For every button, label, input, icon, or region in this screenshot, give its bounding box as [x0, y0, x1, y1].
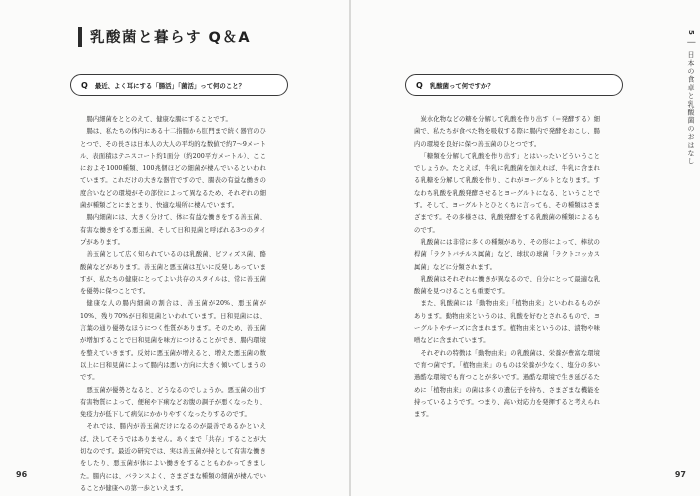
paragraph: 腸内細菌には、大きく分けて、体に有益な働きをする善玉菌、有害な働きをする悪玉菌、そして日和見菌と呼ばれる3つのタイプがあります。 [80, 214, 266, 246]
section-heading [78, 26, 251, 47]
page-title: 乳酸菌と暮らす Q＆A [90, 30, 252, 46]
chapter-title: 日本の食卓と乳酸菌のおはなし [687, 50, 695, 166]
page-number: 97 [674, 470, 686, 479]
question-text: 最近、よく耳にする「腸活」「菌活」って何のこと？ [94, 81, 245, 90]
paragraph: 腸は、私たちの体内にある十二指腸から肛門まで続く器官のひとつで、その長さは日本人の大人の平均的な数値で約7〜9メートル、表面積はテニスコート約1面分（約200平方メートル）、ここにおよそ1000種類、100兆個ほどの細菌が棲んでいるといわれています。これだけの大きな器官ですので、腸表の有益な働きの度合いなどの環境がその部位によって異なるため、それぞれの細菌が種類ごとにまとまり、快適な場所に棲んでいます。 [80, 128, 266, 210]
title-accent-bar [78, 27, 82, 47]
header-rule: │ [687, 39, 695, 45]
page-number: 96 [16, 470, 28, 479]
question-text: 乳酸菌って何ですか？ [429, 81, 494, 90]
question-marker: Q [416, 80, 423, 90]
running-header [684, 30, 696, 166]
left-page [0, 0, 349, 496]
answer-text [80, 114, 266, 495]
paragraph: それでは、腸内が善玉菌だけになるのが最善であるかといえば、決してそうではありません。あくまで「共存」することが大切なのです。最近の研究では、実は善玉菌が持として有害な働きをしたり、悪玉菌が体によい働きをすることもわかってきました。腸内には、バランスよく、さまざまな種類の細菌が棲んでいることが健康への第一歩といえます。 [80, 423, 266, 492]
question-box [70, 74, 288, 96]
paragraph: 炭水化物などの糖を分解して乳酸を作り出す（＝発酵する）細菌で、私たちが食べた物を吸収する際に腸内で発酵をおこし、腸内の環境を良好に保つ善玉菌のひとつです。 [414, 116, 600, 148]
paragraph: また、乳酸菌には「動物由来」「植物由来」といわれるものがあります。動物由来というのは、乳酸を好むとされるもので、ヨーグルトやチーズに含まれます。植物由来というのは、漬物や味噌などに含まれています。 [414, 300, 600, 345]
right-page [351, 0, 700, 496]
paragraph: 善玉菌として広く知られているのは乳酸菌、ビフィズス菌、酪酸菌などがあります。善玉菌と悪玉菌は互いに反発しあっていますが、私たちの健康にとってよい共存のスタイルは、常に善玉菌を優勢に保つことです。 [80, 251, 266, 296]
question-marker: Q [81, 80, 88, 90]
answer-text [414, 114, 600, 421]
question-box [405, 74, 623, 96]
paragraph: それぞれの特徴は「動物由来」の乳酸菌は、栄養が豊富な環境で育つ菌です。「植物由来」のものは栄養が少なく、塩分の多い過酷な環境でも育つことが多いです。過酷な環境で生き延びるために「植物由来」の菌は多くの遺伝子を持ち、さまざまな機能を持っているようです。つまり、高い対応力を発揮すると考えられます。 [414, 349, 600, 419]
paragraph: 乳酸菌はそれぞれに働きが異なるので、自分にとって最適な乳酸菌を見つけることも重要です。 [414, 275, 600, 296]
paragraph: 健康な人の腸内細菌の割合は、善玉菌が20%、悪玉菌が10%、残り70%が日和見菌といわれています。日和見菌には、言葉の通り優勢なほうにつく性質があります。そのため、善玉菌が増加することで日和見菌を味方につけることができ、腸内環境を整えていきます。反対に悪玉菌が増えると、増えた悪玉菌の数以上に日和見菌によって腸内は悪い方向に大きく傾いてしまうのです。 [80, 300, 266, 382]
paragraph: 悪玉菌が優勢となると、どうなるのでしょうか。悪玉菌の出す有害物質によって、便秘や下痢などお腹の調子が悪くなったり、免疫力が低下して病気にかかりやすくなったりするのです。 [80, 386, 266, 419]
chapter-number: 5 [687, 30, 695, 37]
paragraph: 腸内細菌をととのえて、健康な腸にすることです。 [86, 116, 232, 123]
paragraph: 「糖類を分解して乳酸を作り出す」とはいったいどういうことでしょうか。たとえば、牛乳に乳酸菌を加えれば、牛乳に含まれる乳糖を分解して乳酸を作り、これがヨーグルトとなります。すなわち乳酸を乳酸発酵させるとヨーグルトになる、ということです。そして、ヨーグルトとひとくちに言っても、その種類はさまざまです。その多様さは、乳酸発酵をする乳酸菌の種類によるものです。 [414, 152, 600, 234]
paragraph: 乳酸菌には非常に多くの種類があり、その形によって、棒状の桿菌「ラクトバチルス属菌」など、球状の球菌「ラクトコッカス属菌」などに分類されます。 [414, 238, 600, 271]
